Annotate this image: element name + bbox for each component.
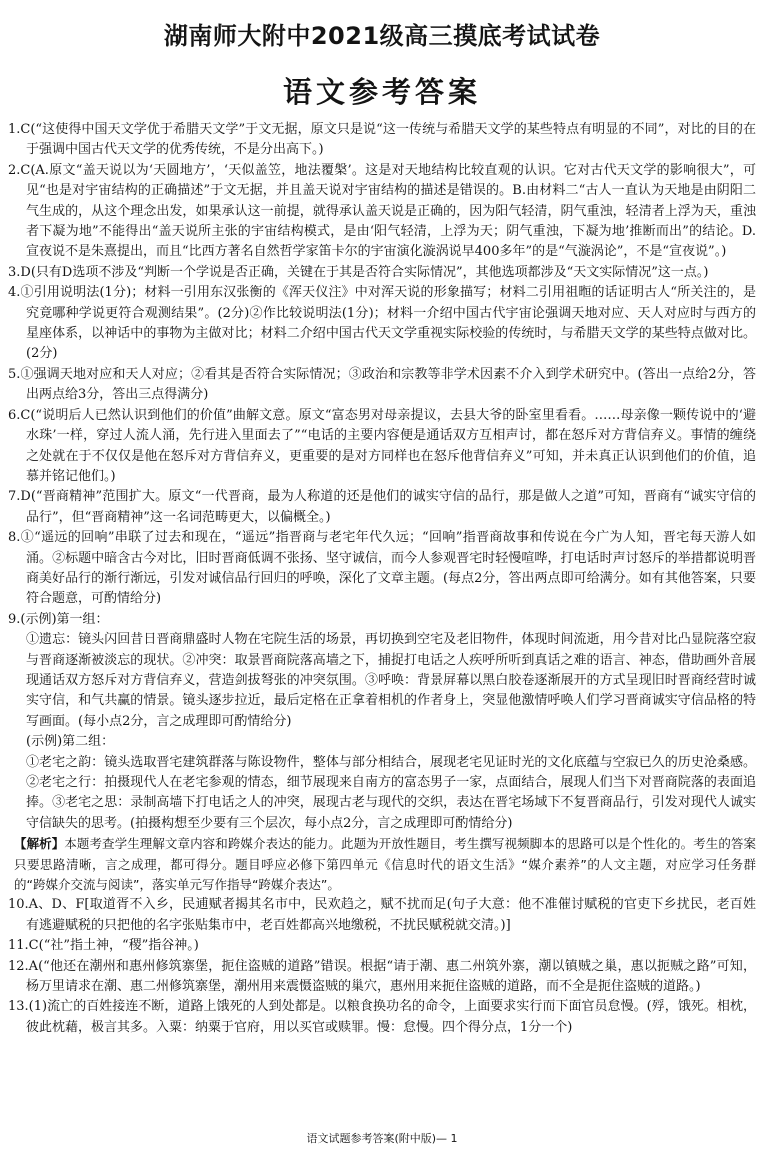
answer-item: 10.A、D、F[取道胥不入乡，民逋赋者揭其名市中，民欢趋之，赋不扰而足(句子大意：他不准催讨赋税的官吏下乡扰民，老百姓有逃避赋税的只把他的名字张贴集市中，老百姓都高兴地缴税，不扰民赋税就交清。)] — [8, 897, 756, 933]
answer-item: 2.C(A.原文“盖天说以为‘天圆地方’，‘天似盖笠，地法覆槃’。这是对天地结构比较直观的认识。它对古代天文学的影响很大”，可见“也是对宇宙结构的正确描述”于文无据，并且盖天说对宇宙结构的描述是错误的。B.由材料二“古人一直认为天地是由阴阳二气生成的，从这个理念出发，如果承认这一前提，就得承认盖天说是正确的，因为阳气轻清，阴气重浊，轻清者上浮为天，重浊者下凝为地”不能得出“盖天说所主张的宇宙结构模式，是由‘阳气轻清，上浮为天；阴气重浊，下凝为地’推断而出”的结论。D.宣夜说不是朱熹提出，而且“比西方著名自然哲学家笛卡尔的宇宙演化漩涡说早400多年”的是“气漩涡论”，不是“宣夜说”。) — [8, 162, 756, 260]
answer-item: 6.C(“说明后人已然认识到他们的价值”曲解文意。原文“富态男对母亲提议，去县大爷的卧室里看看。……母亲像一颗传说中的‘避水珠’一样，穿过人流人涌，先行进入里面去了”“电话的主要内容便是通话双方互相声讨，都在怒斥对方背信弃义。事情的缠绕之处就在于不仅仅是他在怒斥对方背信弃义，更重要的是对方同样也在怒斥他背信弃义”可知，并未真正认识到他们的价值，追慕并铭记他们。) — [8, 407, 756, 484]
answer-subparagraph: (示例)第二组： — [26, 734, 115, 750]
analysis-tag: 【解析】 — [14, 836, 65, 852]
answer-item: 8.①“遥远的回响”串联了过去和现在，“遥远”指晋商与老宅年代久远；“回响”指晋商故事和传说在今广为人知，晋宅每天游人如涌。②标题中暗含古今对比，旧时晋商低调不张扬、坚守诚信，而今人参观晋宅时轻慢喧哗，打电话时声讨怒斥的举措都说明晋商美好品行的渐行渐远，引发对诚信品行回归的呼唤，深化了文章主题。(每点2分，答出两点即可给满分。如有其他答案，只要符合题意，可酌情给分) — [8, 530, 756, 607]
answer-item: 13.(1)流亡的百姓接连不断，道路上饿死的人到处都是。以粮食换功名的命令，上面要求实行而下面官员怠慢。(殍，饿死。相枕，彼此枕藉，极言其多。入粟：纳粟于官府，用以买官或赎罪。慢：怠慢。四个得分点，1分一个) — [8, 999, 756, 1035]
answer-item: 4.①引用说明法(1分)；材料一引用东汉张衡的《浑天仪注》中对浑天说的形象描写；材料二引用祖暅的话证明古人“所关注的，是究竟哪种学说更符合观测结果”。(2分)②作比较说明法(1分)；材料一介绍中国古代宇宙论强调天地对应、天人对应时与西方的星座体系，以神话中的事物为主做对比；材料二介绍中国古代天文学重视实际校验的传统时，与希腊天文学的某些特点做对比。(2分) — [8, 285, 756, 362]
answer-list — [8, 120, 756, 1038]
answer-item: 1.C(“这使得中国天文学优于希腊天文学”于文无据，原文只是说“这一传统与希腊天文学的某些特点有明显的不同”，对比的目的在于强调中国古代天文学的优秀传统，不是分出高下。) — [8, 122, 756, 158]
answer-subparagraph: ①老宅之韵：镜头选取晋宅建筑群落与陈设物件，整体与部分相结合，展现老宅见证时光的文化底蕴与空寂已久的历史沧桑感。②老宅之行：拍摄现代人在老宅参观的情态，细节展现来自南方的富态男子一家，点面结合，展现人们当下对晋商院落的表面追捧。③老宅之思：录制高墙下打电话之人的冲突，展现古老与现代的交织，表达在晋宅场域下不复晋商品行，引发对现代人诚实守信缺失的思考。(拍摄构想至少要有三个层次，每小点2分，言之成理即可酌情给分) — [26, 754, 756, 831]
answer-item: 5.①强调天地对应和天人对应；②看其是否符合实际情况；③政治和宗教等非学术因素不介入到学术研究中。(答出一点给2分，答出两点给3分，答出三点得满分) — [8, 366, 756, 403]
answer-item: 3.D(只有D选项不涉及“判断一个学说是否正确，关键在于其是否符合实际情况”，其他选项都涉及“天文实际情况”这一点。) — [8, 264, 709, 280]
exam-title: 湖南师大附中2021级高三摸底考试试卷 — [163, 22, 601, 50]
answer-item: 9.(示例)第一组： — [8, 611, 109, 627]
answer-subparagraph: ①遗忘：镜头闪回昔日晋商鼎盛时人物在宅院生活的场景，再切换到空宅及老旧物件，体现时间流逝，用今昔对比凸显院落空寂与晋商逐渐被淡忘的现状。②冲突：取景晋商院落高墙之下，捕捉打电话之人疾呼所听到真话之难的语言、神态，借助画外音展现通话双方怒斥对方背信弃义，营造剑拔弩张的冲突氛围。③呼唤：背景屏幕以黑白胶卷逐渐展开的方式呈现旧时晋商经营时诚实守信，和气共赢的情景。镜头逐步拉近，最后定格在正拿着相机的作者身上，突显他激情呼唤人们学习晋商诚实守信品格的特写画面。(每小点2分，言之成理即可酌情给分) — [26, 632, 756, 729]
answer-item: 7.D(“晋商精神”范围扩大。原文“一代晋商，最为人称道的还是他们的诚实守信的品行，那是做人之道”可知，晋商有“诚实守信的品行”，但“晋商精神”这一名词范畴更大，以偏概全。) — [8, 489, 756, 525]
answer-item: 11.C(“社”指土神，“稷”指谷神。) — [8, 938, 199, 954]
analysis-text: 本题考查学生理解文章内容和跨媒介表达的能力。此题为开放性题目，考生撰写视频脚本的思路可以是个性化的。考生的答案只要思路清晰，言之成理，都可得分。题目呼应必修下第四单元《信息时代的语文生活》“媒介素养”的人文主题，对应学习任务群的“跨媒介交流与阅读”，落实单元写作指导“跨媒介表达”。 — [14, 836, 756, 893]
analysis-paragraph — [8, 834, 756, 895]
answer-key-heading: 语文参考答案 — [282, 75, 481, 109]
answer-item: 12.A(“他还在潮州和惠州修筑寨堡，扼住盗贼的道路”错误。根据“请于潮、惠二州筑外寨，潮以镇贼之巢，惠以扼贼之路”可知，杨万里请求在潮、惠二州修筑寨堡，潮州用来震慑盗贼的巢穴，惠州用来扼住盗贼的道路，而不全是扼住盗贼的道路。) — [8, 958, 756, 995]
page-footer: 语文试题参考答案(附中版)— 1 — [306, 1132, 458, 1145]
